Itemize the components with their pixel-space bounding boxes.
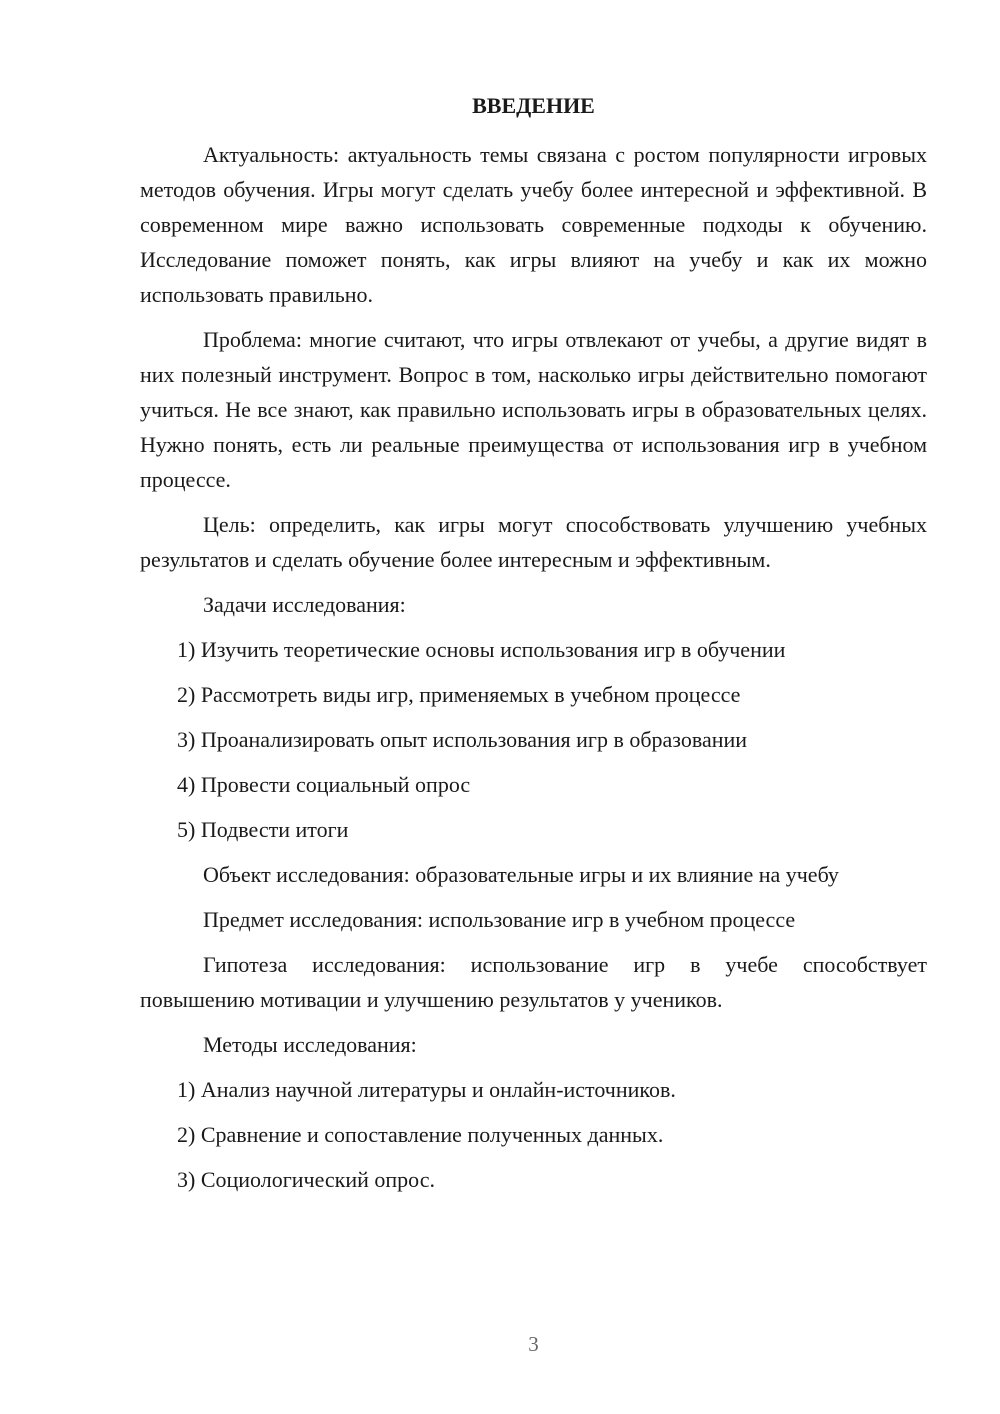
paragraph-gipoteza: Гипотеза исследования: использование игр в учебе способствует повышению мотивации и улучшению результатов у учеников. [140,952,927,1012]
paragraph-problema: Проблема: многие считают, что игры отвлекают от учебы, а другие видят в них полезный инструмент. Вопрос в том, насколько игры действительно помогают учиться. Не все знают, как правильно использовать игры в образовательных целях. Нужно понять, есть ли реальные преимущества от использования игр в учебном процессе. [140,327,927,492]
task-list-item: 4) Провести социальный опрос [177,772,471,797]
paragraph-predmet: Предмет исследования: использование игр в учебном процессе [203,907,796,932]
task-list-item: 2) Рассмотреть виды игр, применяемых в учебном процессе [177,682,741,707]
method-list-item: 2) Сравнение и сопоставление полученных данных. [177,1122,664,1147]
paragraph-metody-heading: Методы исследования: [203,1032,417,1057]
task-list-item: 1) Изучить теоретические основы использования игр в обучении [177,637,786,662]
method-list-item: 3) Социологический опрос. [177,1167,435,1192]
paragraph-tsel: Цель: определить, как игры могут способствовать улучшению учебных результатов и сделать обучение более интересным и эффективным. [140,512,927,572]
page-number: 3 [528,1332,539,1356]
document-title: ВВЕДЕНИЕ [472,93,595,118]
task-list-item: 5) Подвести итоги [177,817,349,842]
paragraph-obekt: Объект исследования: образовательные игры и их влияние на учебу [203,862,839,887]
task-list-item: 3) Проанализировать опыт использования игр в образовании [177,727,748,752]
method-list-item: 1) Анализ научной литературы и онлайн-источников. [177,1077,676,1102]
paragraph-zadachi-heading: Задачи исследования: [203,592,406,617]
paragraph-aktualnost: Актуальность: актуальность темы связана с ростом популярности игровых методов обучения. Игры могут сделать учебу более интересной и эффективной. В современном мире важно использовать современные подходы к обучению. Исследование поможет понять, как игры влияют на учебу и как их можно использовать правильно. [140,142,927,307]
